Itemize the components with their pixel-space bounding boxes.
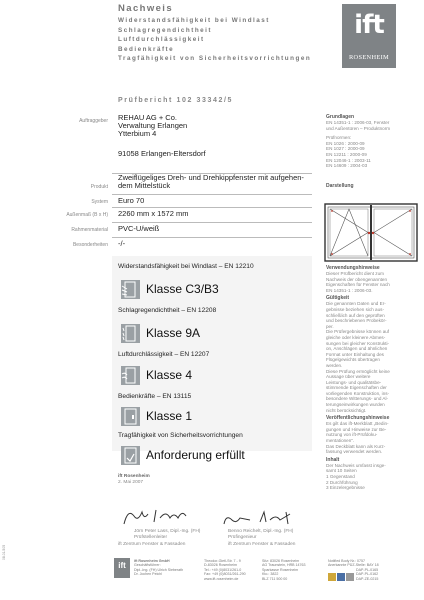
gueltigkeit-line-1: Die genannten Daten und Er- bbox=[326, 301, 386, 307]
footer-logo bbox=[114, 558, 130, 578]
inhalt-line-5: 3 Einzelergebnisse bbox=[326, 485, 365, 491]
special-value: -/- bbox=[118, 239, 126, 248]
gueltigkeit-line-8: sungen bei gleicher Konstrukti- bbox=[326, 340, 390, 346]
veroeff-line-2: gungen und Hinweise zur Be- bbox=[326, 426, 387, 432]
gueltigkeit-line-2: gebnisse beziehen sich aus- bbox=[326, 306, 384, 312]
result-title-rain: Schlagregendichtheit – EN 12208 bbox=[118, 307, 217, 314]
client-city: 91058 Erlangen-Eltersdorf bbox=[118, 149, 206, 158]
grundlagen-block bbox=[326, 114, 418, 169]
grundlagen-line-4: Prüfnormen: bbox=[326, 135, 352, 141]
subtitle-3: Luftdurchlässigkeit bbox=[118, 36, 205, 44]
right-signature bbox=[220, 508, 300, 528]
gueltigkeit-line-3: schließlich auf den geprüften bbox=[326, 312, 385, 318]
grundlagen-line-9: EN 14609 : 2004-03 bbox=[326, 163, 368, 169]
label-product: Produkt bbox=[90, 184, 108, 190]
grundlagen-line-1: EN 14351-1 : 2006-03, Fenster bbox=[326, 120, 390, 125]
gueltigkeit-line-14: Aussage über weitere bbox=[326, 374, 371, 380]
footer-col1-line-2: Geschäftsführer: bbox=[134, 563, 161, 568]
operating-force-icon bbox=[121, 407, 140, 426]
veroeff-line-1: Es gilt das ift-Merkblatt „Bedin- bbox=[326, 421, 389, 427]
darstellung-heading: Darstellung bbox=[326, 183, 354, 189]
subtitle-1: Widerstandsfähigkeit bei Windlast bbox=[118, 17, 270, 24]
gueltigkeit-line-11: Flügelgewichts übertragen bbox=[326, 357, 380, 363]
accreditation-logos bbox=[328, 569, 354, 579]
right-signer-org: ift Zentrum Fenster & Fassaden bbox=[228, 542, 296, 547]
label-system: System bbox=[91, 199, 108, 205]
left-signer-org: ift Zentrum Fenster & Fassaden bbox=[118, 542, 186, 547]
veroeff-line-4: mentationen". bbox=[326, 438, 355, 444]
gueltigkeit-line-4: und beschriebenen Probekör- bbox=[326, 318, 387, 324]
client-line-1: REHAU AG + Co. bbox=[118, 113, 177, 122]
left-signature bbox=[120, 506, 190, 528]
inhalt-heading: Inhalt bbox=[326, 456, 340, 463]
footer-col-2 bbox=[204, 559, 246, 581]
result-rain-class: Klasse 9A bbox=[146, 326, 201, 340]
grundlagen-line-8: EN 12046-1 : 2003-11 bbox=[326, 157, 371, 163]
gueltigkeit-line-19: terungseinwirkungen wurden bbox=[326, 402, 385, 408]
footer-col2-line-4: Fax: +49 (0)8031/261-290 bbox=[204, 572, 246, 577]
result-title-air: Luftdurchlässigkeit – EN 12207 bbox=[118, 351, 210, 358]
footer-col1-line-4: Dr. Jochen Peichl bbox=[134, 572, 162, 577]
verwendung-line-4: EN 14351-1 : 2006-03. bbox=[326, 287, 373, 293]
footer-col3-line-1: Sitz: 83026 Rosenheim bbox=[262, 559, 300, 563]
divider bbox=[112, 194, 312, 195]
gueltigkeit-line-15: Leistungs- und qualitätsbe- bbox=[326, 379, 382, 385]
window-diagram bbox=[324, 203, 418, 262]
veroeff-line-6: fassung verwendet werden. bbox=[326, 449, 383, 455]
divider bbox=[112, 222, 312, 223]
client-line-3: Ytterbium 4 bbox=[118, 129, 157, 138]
label-client: Auftraggeber bbox=[79, 118, 108, 124]
client-line-2: Verwaltung Erlangen bbox=[118, 121, 188, 130]
footer-company: ift Rosenheim GmbH bbox=[134, 559, 170, 563]
ift-logo bbox=[342, 4, 396, 68]
footer-col3-line-5: BLZ 711 500 00 bbox=[262, 576, 288, 581]
verwendung-heading: Verwendungshinweise bbox=[326, 265, 380, 271]
label-special: Besonderheiten bbox=[72, 242, 108, 248]
gueltigkeit-line-12: werden. bbox=[326, 362, 343, 368]
divider bbox=[112, 237, 312, 238]
gueltigkeit-line-6: Die Prüfergebnisse können auf bbox=[326, 329, 390, 335]
frame-material-value: PVC-U/weiß bbox=[118, 224, 160, 233]
result-wind-class: Klasse C3/B3 bbox=[146, 282, 219, 296]
logo-subtext: ROSENHEIM bbox=[349, 54, 389, 61]
label-frame-material: Rahmenmaterial bbox=[71, 227, 108, 233]
rain-icon bbox=[121, 324, 140, 343]
gueltigkeit-heading: Gültigkeit bbox=[326, 295, 350, 302]
signature-date: 2. Mai 2007 bbox=[118, 480, 144, 485]
grundlagen-heading: Grundlagen bbox=[326, 114, 355, 120]
footer-website[interactable]: www.ift-rosenheim.de bbox=[204, 576, 239, 581]
inhalt-line-1: Der Nachweis umfasst insge- bbox=[326, 462, 386, 468]
footer-col3-line-4: Kto.: 3822 bbox=[262, 572, 279, 577]
gueltigkeit-line-18: besondere Witterungs- und Al- bbox=[326, 396, 389, 402]
result-air-class: Klasse 4 bbox=[146, 368, 193, 382]
sidebar-code: 08.01.505 bbox=[2, 544, 6, 560]
footer-col4-line-1: Notified Body Nr.: 0757 bbox=[328, 559, 365, 563]
result-title-wind: Widerstandsfähigkeit bei Windlast – EN 12210 bbox=[118, 263, 254, 270]
logo-text: ift bbox=[354, 10, 384, 40]
label-dimensions: Außenmaß (B x H) bbox=[66, 212, 108, 218]
grundlagen-line-5: EN 1026 : 2000-09 bbox=[326, 140, 365, 146]
gueltigkeit-line-17: vorliegenden Konstruktion, ins- bbox=[326, 390, 390, 396]
dimensions-value: 2260 mm x 1572 mm bbox=[118, 209, 189, 218]
footer-col-1 bbox=[134, 559, 183, 577]
signature-place: ift Rosenheim bbox=[118, 474, 150, 479]
footer-col4-line-4: DAP-PL-0162 bbox=[356, 572, 379, 577]
grundlagen-line-2: und Außentüren – Produktnorm bbox=[326, 125, 391, 131]
footer-col4-line-5: DAP-ZE-0215 bbox=[356, 576, 379, 581]
inhalt-line-3: 1 Gegenstand bbox=[326, 474, 355, 479]
verwendung-block bbox=[326, 265, 418, 491]
right-signer-role: Prüfingenieur bbox=[228, 535, 257, 540]
footer-col1-line-3: Dipl.-Ing. (FH) Ulrich Sieberath bbox=[134, 567, 184, 572]
system-value: Euro 70 bbox=[118, 196, 145, 205]
gueltigkeit-line-13: Diese Prüfung ermöglicht keine bbox=[326, 368, 390, 374]
inhalt-line-4: 2 Durchführung bbox=[326, 479, 358, 485]
grundlagen-line-7: EN 12211 : 2000-09 bbox=[326, 151, 367, 157]
subtitle-2: Schlagregendichtheit bbox=[118, 26, 213, 34]
gueltigkeit-line-20: nicht berücksichtigt. bbox=[326, 407, 367, 413]
footer-col3-line-2: AG Traunstein, HRB 14763 bbox=[262, 563, 306, 568]
footer-col2-line-2: D-83026 Rosenheim bbox=[204, 563, 237, 568]
gueltigkeit-line-5: per. bbox=[326, 323, 334, 329]
divider bbox=[112, 207, 312, 208]
footer-col2-line-1: Theodor-Gietl-Str. 7 - 9 bbox=[204, 559, 241, 563]
verwendung-line-3: Eigenschaften für Fenster nach bbox=[326, 282, 390, 288]
footer-logo-text: ift bbox=[118, 561, 126, 570]
footer-col2-line-3: Tel.: +49 (0)8031/261-0 bbox=[204, 567, 242, 572]
veroeff-line-3: nutzung von ift-Prüfdoku- bbox=[326, 432, 378, 438]
left-signer-role: Prüfstellenleiter bbox=[134, 535, 168, 540]
right-signer-name: Benno Reichelt, Dipl.-Ing. (FH) bbox=[228, 529, 294, 534]
air-icon bbox=[121, 366, 140, 385]
product-value: Zweiflügeliges Dreh- und Drehkippfenster mit aufgehen-dem Mittelstück bbox=[118, 173, 304, 191]
result-title-force: Bedienkräfte – EN 13115 bbox=[118, 393, 192, 400]
report-number: Prüfbericht 102 33342/5 bbox=[118, 97, 234, 104]
result-force-class: Klasse 1 bbox=[146, 409, 193, 423]
document-title: Nachweis bbox=[118, 3, 174, 14]
gueltigkeit-line-7: gleiche oder kleinere Abmes- bbox=[326, 334, 386, 340]
veroeff-line-5: Das Deckblatt kann als Kurz- bbox=[326, 443, 386, 449]
footer-col3-line-3: Sparkasse Rosenheim bbox=[262, 567, 299, 572]
subtitle-5: Tragfähigkeit von Sicherheitsvorrichtungen bbox=[118, 55, 312, 63]
grundlagen-line-6: EN 1027 : 2000-09 bbox=[326, 146, 365, 152]
footer-col4-line-3: DAP-PL-0165 bbox=[356, 567, 379, 572]
result-title-safety: Tragfähigkeit von Sicherheitsvorrichtungen bbox=[118, 432, 243, 439]
safety-device-icon bbox=[121, 446, 140, 465]
result-safety-value: Anforderung erfüllt bbox=[146, 448, 245, 462]
left-signer-name: Jörn Peter Lass, Dipl.-Ing. (FH) bbox=[134, 529, 201, 534]
veroeff-heading: Veröffentlichungshinweise bbox=[326, 415, 390, 422]
gueltigkeit-line-16: stimmende Eigenschaften der bbox=[326, 385, 387, 391]
verwendung-line-2: Nachweis der obengenannten bbox=[326, 276, 388, 282]
verwendung-line-1: Dieser Prüfbericht dient zum bbox=[326, 271, 384, 276]
wind-load-icon bbox=[121, 280, 140, 299]
footer-col4-line-2: Anerkannte PÜZ-Stelle: BAY 18 bbox=[328, 563, 379, 568]
subtitle-4: Bedienkräfte bbox=[118, 45, 175, 53]
gueltigkeit-line-9: on, Anschlägen und ähnlichen bbox=[326, 346, 388, 352]
gueltigkeit-line-10: Format unter Einhaltung des bbox=[326, 351, 384, 357]
inhalt-line-2: samt 10 Seiten bbox=[326, 468, 357, 474]
footer-col-3 bbox=[262, 559, 306, 581]
